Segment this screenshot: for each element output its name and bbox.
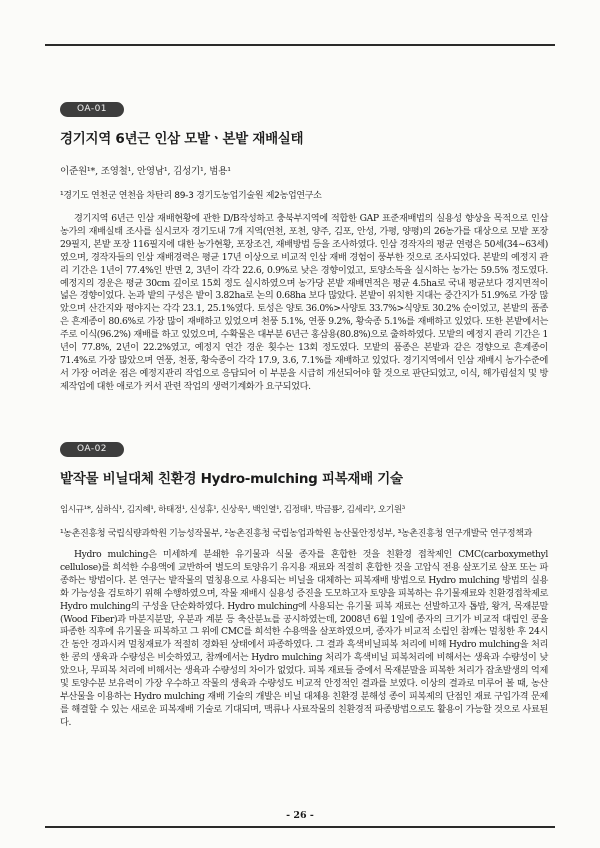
abstract-code-badge: OA-02 bbox=[60, 442, 124, 457]
author-list: 임시규¹*, 심하식¹, 김지혜¹, 하태정¹, 신성휴¹, 신상욱¹, 백인열¹, 김정태¹, 박금룡², 김세리², 오기원³ bbox=[60, 505, 405, 515]
abstract-body: Hydro mulching은 미세하게 분쇄한 유기물과 식물 종자를 혼합한 것을 친환경 접착제인 CMC(carboxymethyl cellulose)를 희석한 수용액에 교반하여 별도의 토양유기 유지용 재료와 적절히 혼합한 것을 고압식 전용 살포기로 살포 또는 파종하는 방법이다. 본 연구는 밭작물의 멀칭용으로 사용되는 비닐을 대체하는 피복재배 방법으로 Hydro mulching 방법의 실용화 가능성을 검토하기 위해 수행하였으며, 작물 재배시 실용성 증진을 도모하고자 토양을 피복하는 유기물재료와 친환경접착제로 Hydro mulching의 구성을 단순화하였다. Hydro mulching에 사용되는 유기물 피복 재료는 선발하고자 톱밥, 왕겨, 목재분말(Wood Fiber)과 마분지분말, 우분과 계분 등 축산분뇨를 공시하였는데, 2008년 6월 1일에 종자의 크기가 비교적 대립인 콩을 파종한 직후에 유기물을 피복하고 그 위에 CMC를 희석한 수용액을 살포하였으며, 종자가 비교적 소립인 참깨는 멀칭한 후 24시간 동안 경과시켜 멀칭재료가 적절히 경화된 상태에서 파종하였다. 그 결과 흑색비닐피복 처리에 비해 Hydro mulching을 처리한 콩의 생육과 수량성은 비슷하였고, 참깨에서는 Hydro mulching 처리가 흑색비닐 피복처리에 비해서는 생육과 수량성이 낮았으나, 무피복 처리에 비해서는 생육과 수량성의 차이가 없었다. 피복 재료들 중에서 목재분말을 피복한 처리가 잡초발생의 억제 및 토양수분 보유력이 가장 우수하고 작물의 생육과 수량성도 비교적 안정적인 결과를 보였다. 이상의 결과로 미루어 볼 때, 농산부산물을 이용하는 Hydro mulching 재배 기술의 개발은 비닐 대체용 친환경 분해성 종이 피복제의 단점인 재료 구입가격 문제를 해결할 수 있는 새로운 피복재배 기술로 기대되며, 맥류나 사료작물의 친환경적 파종방법으로도 활용이 가능할 것으로 사료된다. bbox=[60, 549, 548, 728]
abstract-section-oa01 bbox=[60, 96, 548, 394]
abstract-title: 경기지역 6년근 인삼 모밭ㆍ본밭 재배실태 bbox=[60, 131, 304, 147]
abstract-title: 밭작물 비닐대체 친환경 Hydro-mulching 피복재배 기술 bbox=[60, 471, 403, 487]
author-list: 이준원¹*, 조영철¹, 안영남¹, 김성기¹, 범용¹ bbox=[60, 166, 231, 177]
abstract-code-badge: OA-01 bbox=[60, 102, 124, 117]
abstract-body: 경기지역 6년근 인삼 재배현황에 관한 D/B작성하고 충북부지역에 적합한 GAP 표준재배법의 실용성 향상을 목적으로 인삼농가의 재배실태 조사를 실시코자 경기도내 7개 지역(연천, 포천, 양주, 김포, 안성, 가평, 양평)의 26농가를 대상으로 모밭 포장 29필지, 본밭 포장 116필지에 대한 농가현황, 포장조건, 재배방법 등을 조사하였다. 인삼 경작자의 평균 연령은 50세(34~63세)였으며, 경작자들의 인삼 재배경력은 평균 17년 이상으로 비교적 인삼 재배 경험이 풍부한 것으로 조사되었다. 본밭의 예정지 관리 기간은 1년이 77.4%인 반면 2, 3년이 각각 22.6, 0.9%로 낮은 경향이었고, 토양소독을 실시하는 농가는 59.5% 정도였다. 예정지의 경운은 평균 30cm 깊이로 15회 정도 실시하였으며 농가당 본밭 재배면적은 평균 4.5ha로 국내 평균보다 경지면적이 넓은 경향이었다. 논과 밭의 구성은 밭이 3.82ha로 논의 0.68ha 보다 많았다. 본밭이 위치한 지대는 중간지가 51.9%로 가장 많았으며 산간지와 평야지는 각각 23.1, 25.1%였다. 토성은 양토 36.0%>사양토 33.7%>식양토 30.2% 순이었고, 본밭의 품종은 흔계종이 80.6%로 가장 많이 재배하고 있었으며 천풍 5.1%, 연풍 9.2%, 황숙종 5.1%를 재배하고 있었다. 또한 본밭에서는 주로 이식(96.2%) 재배를 하고 있었으며, 수확물은 대부분 6년근 홍삼용(80.8%)으로 출하하였다. 모밭의 예정지 관리 기간은 1년이 77.8%, 2년이 22.2%였고, 예정지 연간 경운 횟수는 13회 정도였다. 모밭의 품종은 본밭과 같은 경향으로 흔계종이 71.4%로 가장 많았으며 연풍, 천풍, 황숙종이 각각 17.9, 3.6, 7.1%를 재배하고 있었다. 경기지역에서 인삼 재배시 농가수준에서 가장 어려운 점은 예정지관리 작업으로 응답되어 이 부분을 시급히 개선되어야 할 것으로 판단되었고, 이식, 해가림설치 및 방제작업에 대한 애로가 커서 관련 작업의 생력기계화가 요구되었다. bbox=[60, 213, 548, 392]
affiliation: ¹농촌진흥청 국립식량과학원 기능성작물부, ²농촌진흥청 국립농업과학원 농산물안정성부, ³농촌진흥청 연구개발국 연구정책과 bbox=[60, 529, 533, 539]
abstract-section-oa02 bbox=[60, 436, 548, 730]
top-rule bbox=[45, 44, 555, 46]
bottom-rule bbox=[45, 826, 555, 828]
page-number: - 26 - bbox=[286, 810, 314, 821]
affiliation: ¹경기도 연천군 연천읍 차탄리 89-3 경기도농업기술원 제2농업연구소 bbox=[60, 191, 322, 201]
